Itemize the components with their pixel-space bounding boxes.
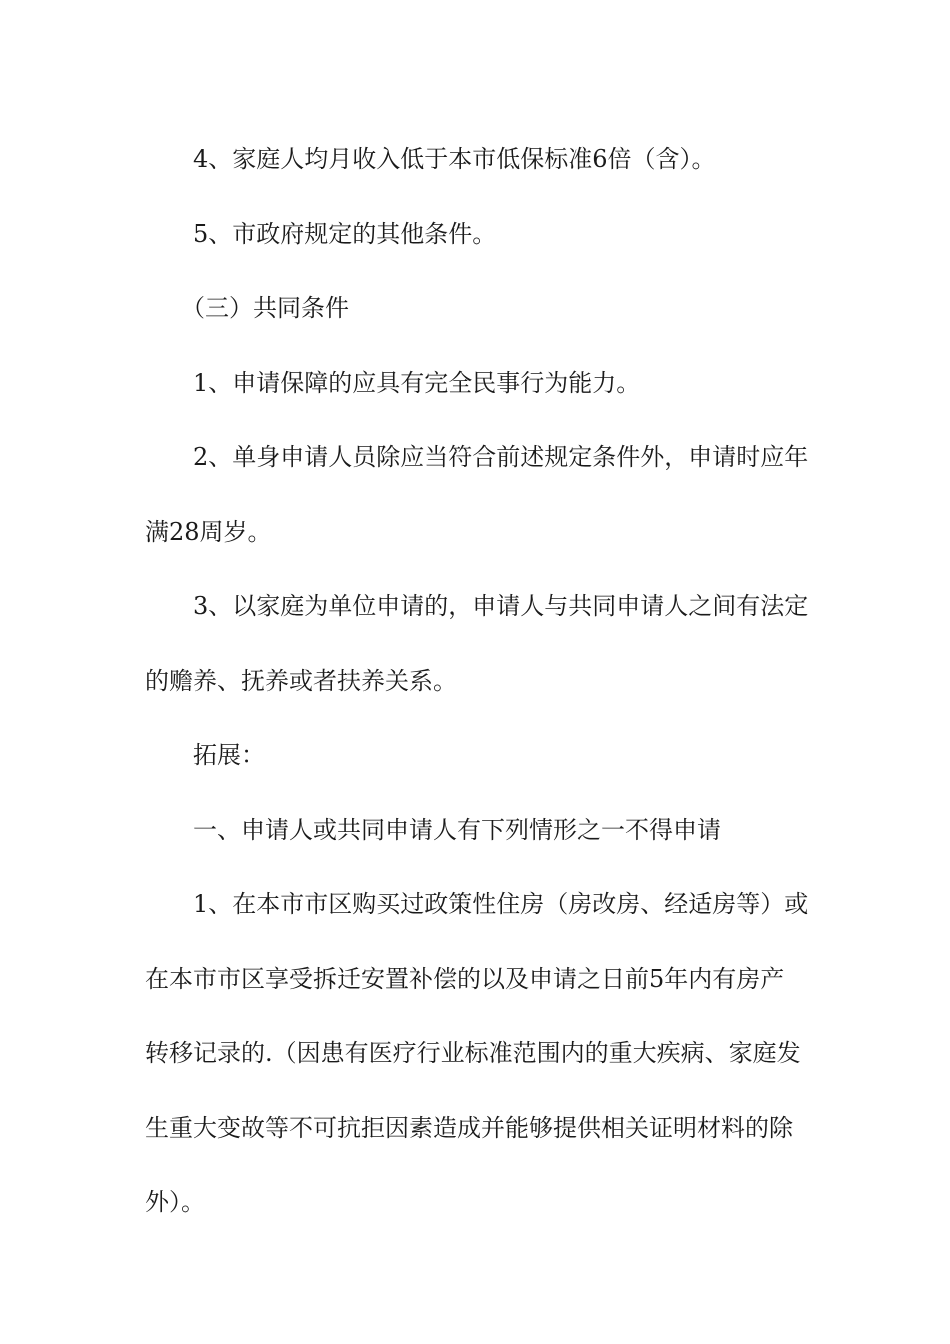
extension-heading-text: 拓展： — [193, 741, 265, 769]
section-heading-common-conditions — [145, 271, 807, 346]
paragraph-line: 生重大变故等不可抗拒因素造成并能够提供相关证明材料的除 — [145, 1113, 793, 1142]
paragraph-line: 5、市政府规定的其他条件。 — [193, 219, 497, 248]
paragraph-line: 满28周岁。 — [145, 517, 272, 546]
paragraph-line: 在本市市区享受拆迁安置补偿的以及申请之日前5年内有房产 — [145, 964, 785, 993]
section-heading-text: 一、申请人或共同申请人有下列情形之一不得申请 — [193, 815, 721, 844]
section-heading-text: （三）共同条件 — [181, 294, 349, 322]
section-heading-disqualifications — [145, 793, 807, 868]
paragraph-family-relationship — [145, 569, 807, 718]
document-body — [145, 122, 807, 1240]
paragraph-single-applicant-age — [145, 420, 807, 569]
extension-heading — [145, 718, 807, 793]
paragraph-line: 外）。 — [145, 1188, 205, 1216]
paragraph-income-condition — [145, 122, 807, 197]
paragraph-line: 3、以家庭为单位申请的，申请人与共同申请人之间有法定 — [193, 592, 809, 620]
paragraph-line: 4、家庭人均月收入低于本市低保标准6倍（含）。 — [193, 145, 716, 173]
paragraph-line: 2、单身申请人员除应当符合前述规定条件外，申请时应年 — [193, 443, 809, 471]
paragraph-line: 转移记录的.（因患有医疗行业标准范围内的重大疾病、家庭发 — [145, 1039, 801, 1067]
paragraph-civil-capacity — [145, 346, 807, 421]
paragraph-other-conditions — [145, 197, 807, 272]
paragraph-line: 1、申请保障的应具有完全民事行为能力。 — [193, 368, 641, 397]
paragraph-line: 1、在本市市区购买过政策性住房（房改房、经适房等）或 — [193, 890, 809, 918]
paragraph-policy-housing — [145, 867, 807, 1240]
paragraph-line: 的赡养、抚养或者扶养关系。 — [145, 666, 457, 695]
